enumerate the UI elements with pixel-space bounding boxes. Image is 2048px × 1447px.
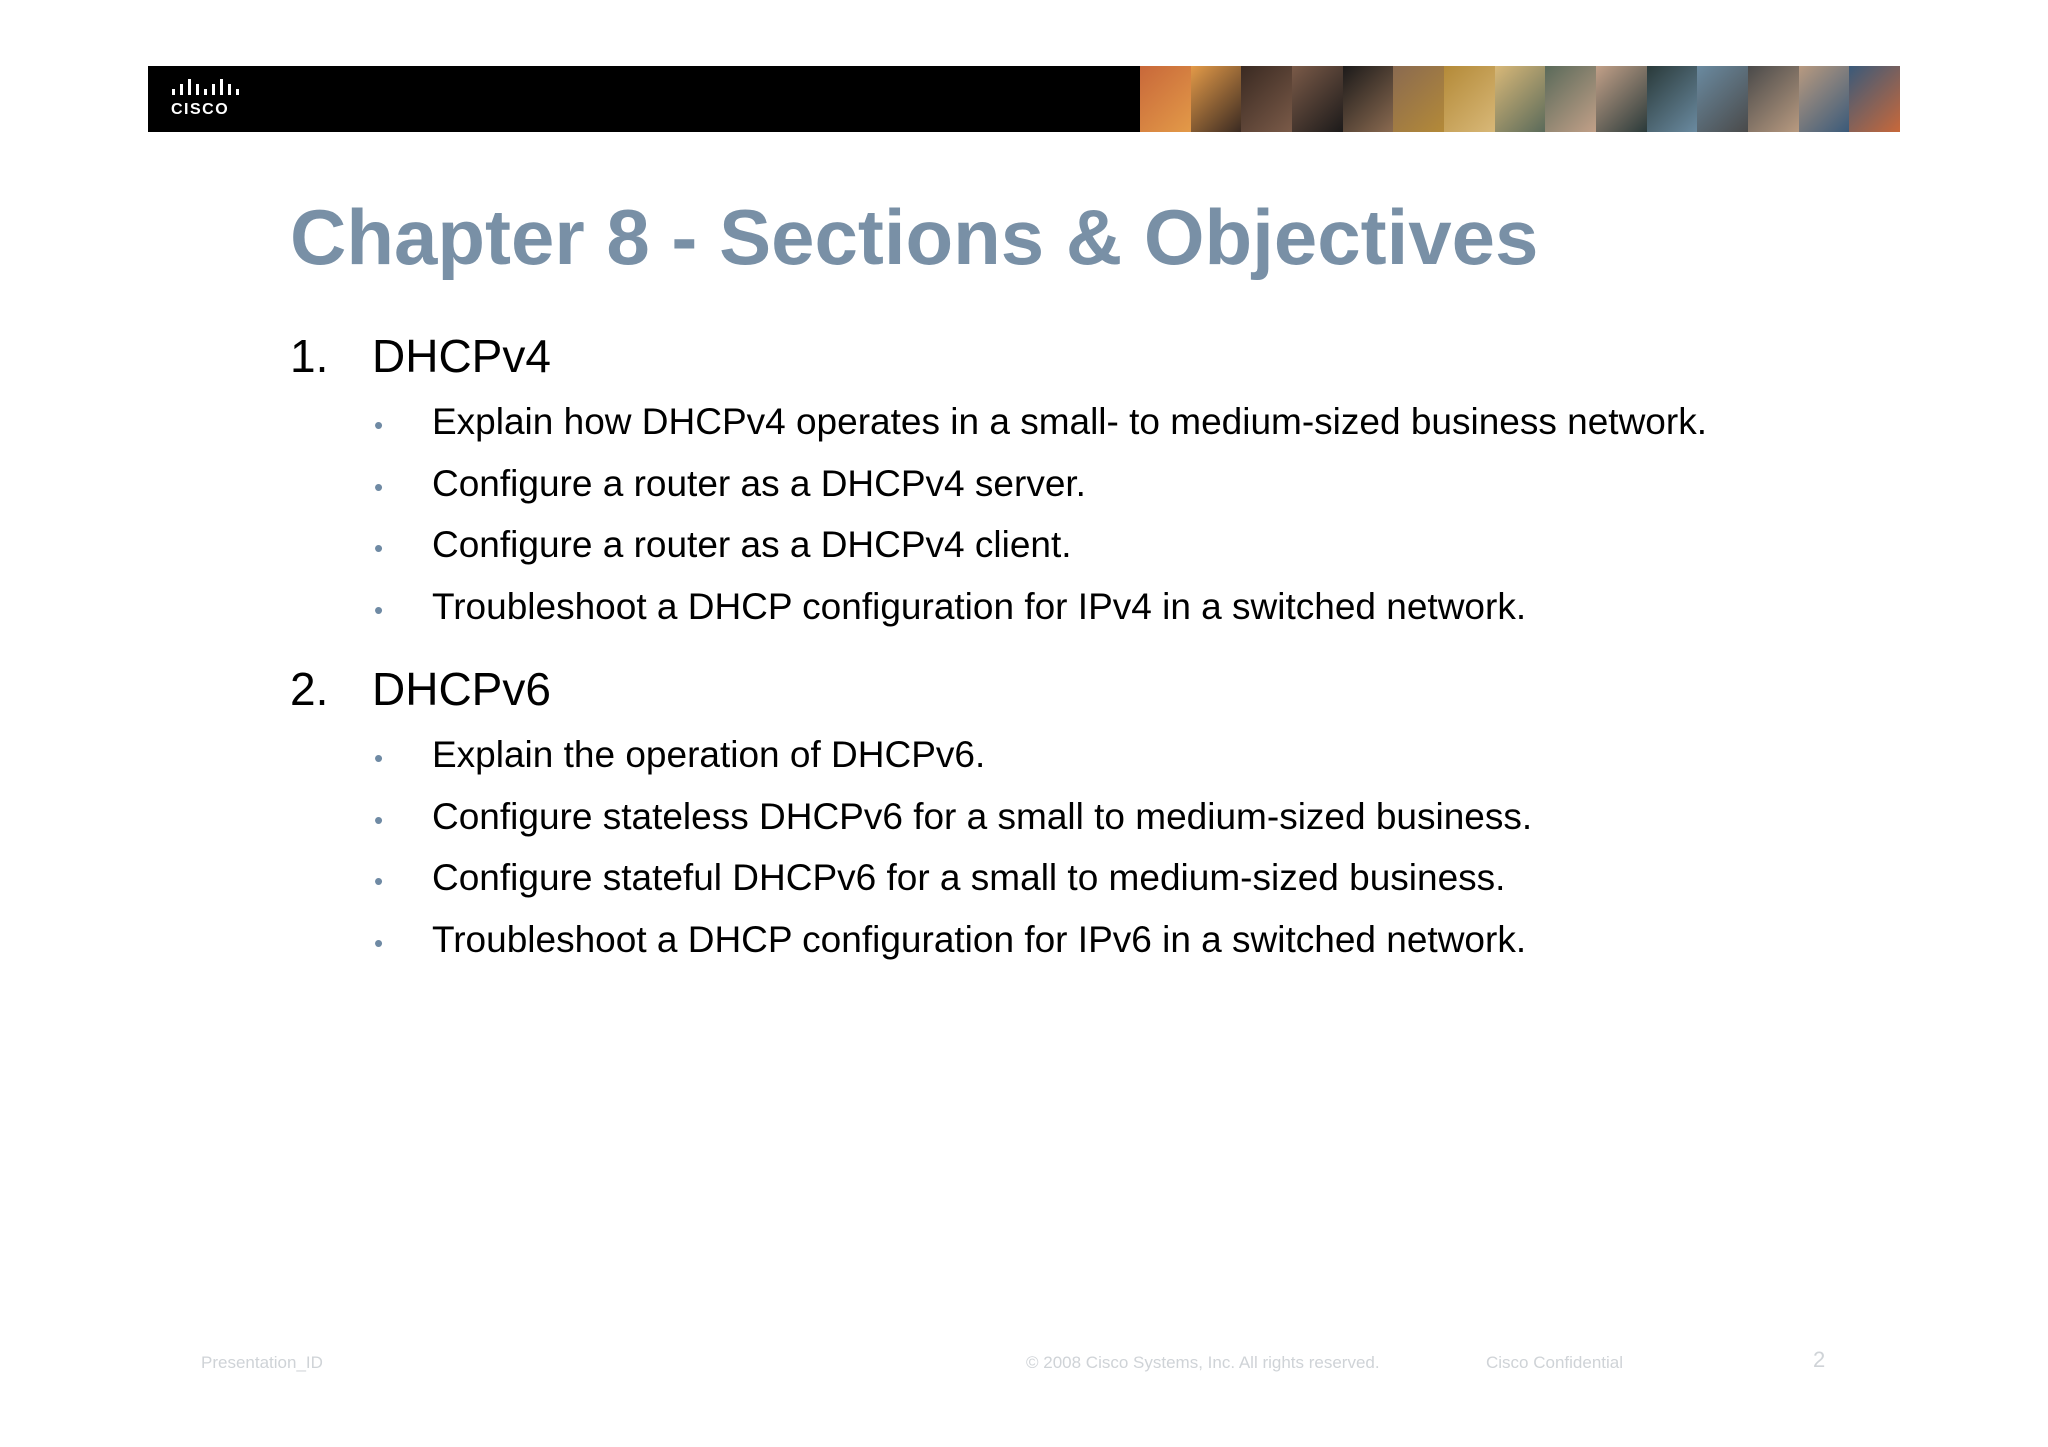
bullet-icon: • xyxy=(374,804,384,835)
bullet-icon: • xyxy=(374,743,384,773)
copyright-notice: © 2008 Cisco Systems, Inc. All rights reserved. xyxy=(1026,1353,1380,1372)
objective-text: Configure stateless DHCPv6 for a small to medium-sized business. xyxy=(432,795,1533,837)
bullet-icon: • xyxy=(374,927,384,958)
objective-text: Troubleshoot a DHCP configuration for IPv6 in a switched network. xyxy=(432,918,1527,960)
objective-item xyxy=(290,576,1890,638)
photo-tile xyxy=(1545,66,1596,132)
slide-content xyxy=(290,325,1890,970)
objective-text: Explain how DHCPv4 operates in a small- to medium-sized business network. xyxy=(432,401,1707,442)
section-title: DHCPv4 xyxy=(372,330,551,382)
photo-tile xyxy=(1799,66,1850,132)
header-banner xyxy=(148,66,1900,132)
section-heading xyxy=(290,325,1890,387)
cisco-logo-text: CISCO xyxy=(171,101,230,118)
cisco-bars-icon xyxy=(170,79,250,101)
section-dhcpv4 xyxy=(290,325,1890,637)
objective-text: Configure a router as a DHCPv4 client. xyxy=(432,524,1072,565)
photo-tile xyxy=(1343,66,1394,132)
photo-tile xyxy=(1495,66,1546,132)
photo-tile xyxy=(1140,66,1191,132)
confidential-label: Cisco Confidential xyxy=(1486,1353,1624,1372)
objective-list xyxy=(290,724,1890,970)
header-photo-strip xyxy=(1140,66,1900,132)
section-title: DHCPv6 xyxy=(372,663,551,715)
presentation-id: Presentation_ID xyxy=(201,1353,323,1372)
photo-tile xyxy=(1697,66,1748,132)
objective-item xyxy=(290,847,1890,909)
photo-tile xyxy=(1849,66,1900,132)
objective-item xyxy=(290,909,1890,971)
section-number: 2. xyxy=(290,663,329,715)
objective-item xyxy=(290,786,1890,848)
bullet-icon: • xyxy=(374,594,384,625)
photo-tile xyxy=(1596,66,1647,132)
objective-text: Configure stateful DHCPv6 for a small to medium-sized business. xyxy=(432,857,1506,898)
photo-tile xyxy=(1292,66,1343,132)
photo-tile xyxy=(1647,66,1698,132)
cisco-logo xyxy=(170,79,250,121)
bullet-icon: • xyxy=(374,533,384,563)
objective-text: Troubleshoot a DHCP configuration for IPv4 in a switched network. xyxy=(432,585,1527,627)
objective-list xyxy=(290,391,1890,637)
objective-item xyxy=(290,453,1890,515)
objective-item xyxy=(290,724,1890,786)
page-number: 2 xyxy=(1813,1347,1826,1372)
photo-tile xyxy=(1241,66,1292,132)
photo-tile xyxy=(1393,66,1444,132)
photo-tile xyxy=(1444,66,1495,132)
slide-title: Chapter 8 - Sections & Objectives xyxy=(290,193,1539,281)
bullet-icon: • xyxy=(374,410,384,440)
photo-tile xyxy=(1191,66,1242,132)
objective-item xyxy=(290,514,1890,576)
section-heading xyxy=(290,658,1890,720)
objective-item xyxy=(290,391,1890,453)
section-dhcpv6 xyxy=(290,658,1890,970)
objective-text: Explain the operation of DHCPv6. xyxy=(432,734,986,775)
bullet-icon: • xyxy=(374,471,384,502)
bullet-icon: • xyxy=(374,866,384,896)
photo-tile xyxy=(1748,66,1799,132)
section-number: 1. xyxy=(290,330,329,382)
objective-text: Configure a router as a DHCPv4 server. xyxy=(432,462,1086,504)
